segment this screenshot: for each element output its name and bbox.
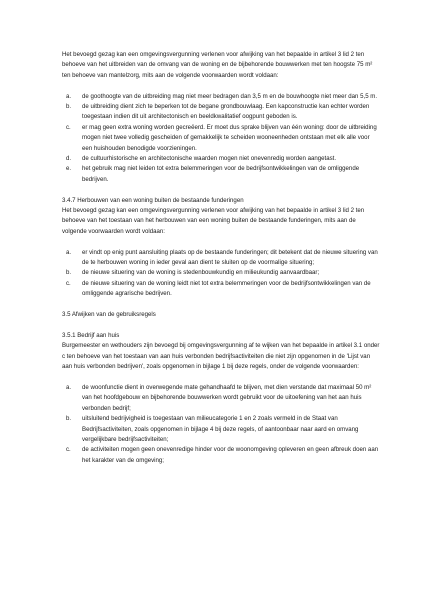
list-item <box>62 414 380 445</box>
list-marker: a. <box>66 92 72 100</box>
list-marker: c. <box>66 279 71 287</box>
list-item <box>62 102 380 123</box>
list-item-text: de nieuwe situering van de woning leidt niet tot extra belemmeringen voor de bedrijfsontwikkelingen van de omliggende agrarische bedrijven. <box>82 279 371 298</box>
list-item-text: de woonfunctie dient in overwegende mate gehandhaafd te blijven, met dien verstande dat maximaal 50 m² van het hoofdgebouw en bijbehorende bouwwerken wordt gebruikt voor de uitoefening van het aan huis verbonden bedrijf; <box>82 383 372 412</box>
list-marker: c. <box>66 446 71 454</box>
section-heading-3-5: 3.5 Afwijken van de gebruiksregels <box>62 311 156 319</box>
section-heading-3-4-7: 3.4.7 Herbouwen van een woning buiten de bestaande funderingen <box>62 196 244 204</box>
list-item <box>62 248 380 269</box>
list-marker: b. <box>66 415 72 423</box>
conditions-list-herbouwen <box>62 248 380 300</box>
list-item-text: er vindt op enig punt aansluiting plaats op de bestaande funderingen; dit betekent dat de nieuwe situering van de te herbouwen woning in ieder geval aan dient te sluiten op de voormalige situering; <box>82 248 378 267</box>
list-item-text: de nieuwe situering van de woning is stedenbouwkundig en milieukundig aanvaardbaar; <box>82 269 320 277</box>
conditions-list-mantelzorg <box>62 92 380 186</box>
conditions-list-bedrijf-aan-huis <box>62 383 380 466</box>
list-item <box>62 279 380 300</box>
list-item-text: de uitbreiding dient zich te beperken tot de begane grondbouwlaag. Een kapconstructie kan echter worden toegestaan indien dit uit architectonisch en beeldkwalitatief oogpunt geboden is. <box>82 103 370 121</box>
list-item <box>62 445 380 466</box>
list-item <box>62 383 380 414</box>
intro-paragraph: Het bevoegd gezag kan een omgevingsvergunning verlenen voor afwijking van het bepaalde in artikel 3 lid 2 ten behoeve van het uitbreiden van de omvang van de woning en de bijbehorende bouwwerken met ten hoogste 75 m² ten behoeve van mantelzorg, mits aan de volgende voorwaarden wordt voldaan: <box>62 51 373 79</box>
paragraph-3-5-1: Burgemeester en wethouders zijn bevoegd bij omgevingsvergunning af te wijken van het bepaalde in artikel 3.1 onder c ten behoeve van het toestaan van aan huis verbonden bedrijfsactiviteiten die niet zijn opgenomen in de 'Lijst van aan huis verbonden bedrijven', zoals opgenomen in bijlage 1 bij deze regels, onder de volgende voorwaarden: <box>62 342 380 371</box>
list-marker: b. <box>66 103 72 111</box>
list-marker: e. <box>66 165 72 173</box>
list-item-text: de activiteiten mogen geen onevenredige hinder voor de woonomgeving opleveren en geen afbreuk doen aan het karakter van de omgeving; <box>82 446 379 464</box>
section-heading-3-5-1: 3.5.1 Bedrijf aan huis <box>62 331 120 339</box>
list-marker: b. <box>66 269 72 277</box>
list-item <box>62 123 380 154</box>
list-item-text: uitsluitend bedrijvigheid is toegestaan van milieucategorie 1 en 2 zoals vermeld in de Staat van Bedrijfsactiviteiten, zoals opgenomen in bijlage 4 bij deze regels, of aantoonbaar naar aard en omvang vergelijkbare bedrijfsactiviteiten; <box>82 415 359 443</box>
list-marker: a. <box>66 383 72 391</box>
list-marker: a. <box>66 248 72 256</box>
list-item-text: het gebruik mag niet leiden tot extra belemmeringen voor de bedrijfsontwikkelingen van de omliggende bedrijven. <box>82 165 360 183</box>
list-item-text: er mag geen extra woning worden gecreëerd. Er moet dus sprake blijven van één woning: door de uitbreiding mogen niet twee volledig gescheiden of gemakkelijk te scheiden wooneenheden ontstaan met elk alle voor een huishouden benodigde voorzieningen. <box>82 123 377 152</box>
list-item <box>62 92 380 102</box>
list-item <box>62 268 380 278</box>
list-item-text: de cultuurhistorische en architectonische waarden mogen niet onevenredig worden aangetast. <box>82 155 337 163</box>
list-item-text: de goothoogte van de uitbreiding mag niet meer bedragen dan 3,5 m en de bouwhoogte niet meer dan 5,5 m. <box>82 92 378 100</box>
list-marker: c. <box>66 123 71 131</box>
list-marker: d. <box>66 155 72 163</box>
paragraph-3-4-7: Het bevoegd gezag kan een omgevingsvergunning verlenen voor afwijking van het bepaalde in artikel 3 lid 2 ten behoeve van het toestaan van het herbouwen van een woning buiten de bestaande funderingen, mits aan de volgende voorwaarden wordt voldaan: <box>62 207 365 235</box>
list-item <box>62 164 380 185</box>
list-item <box>62 154 380 164</box>
